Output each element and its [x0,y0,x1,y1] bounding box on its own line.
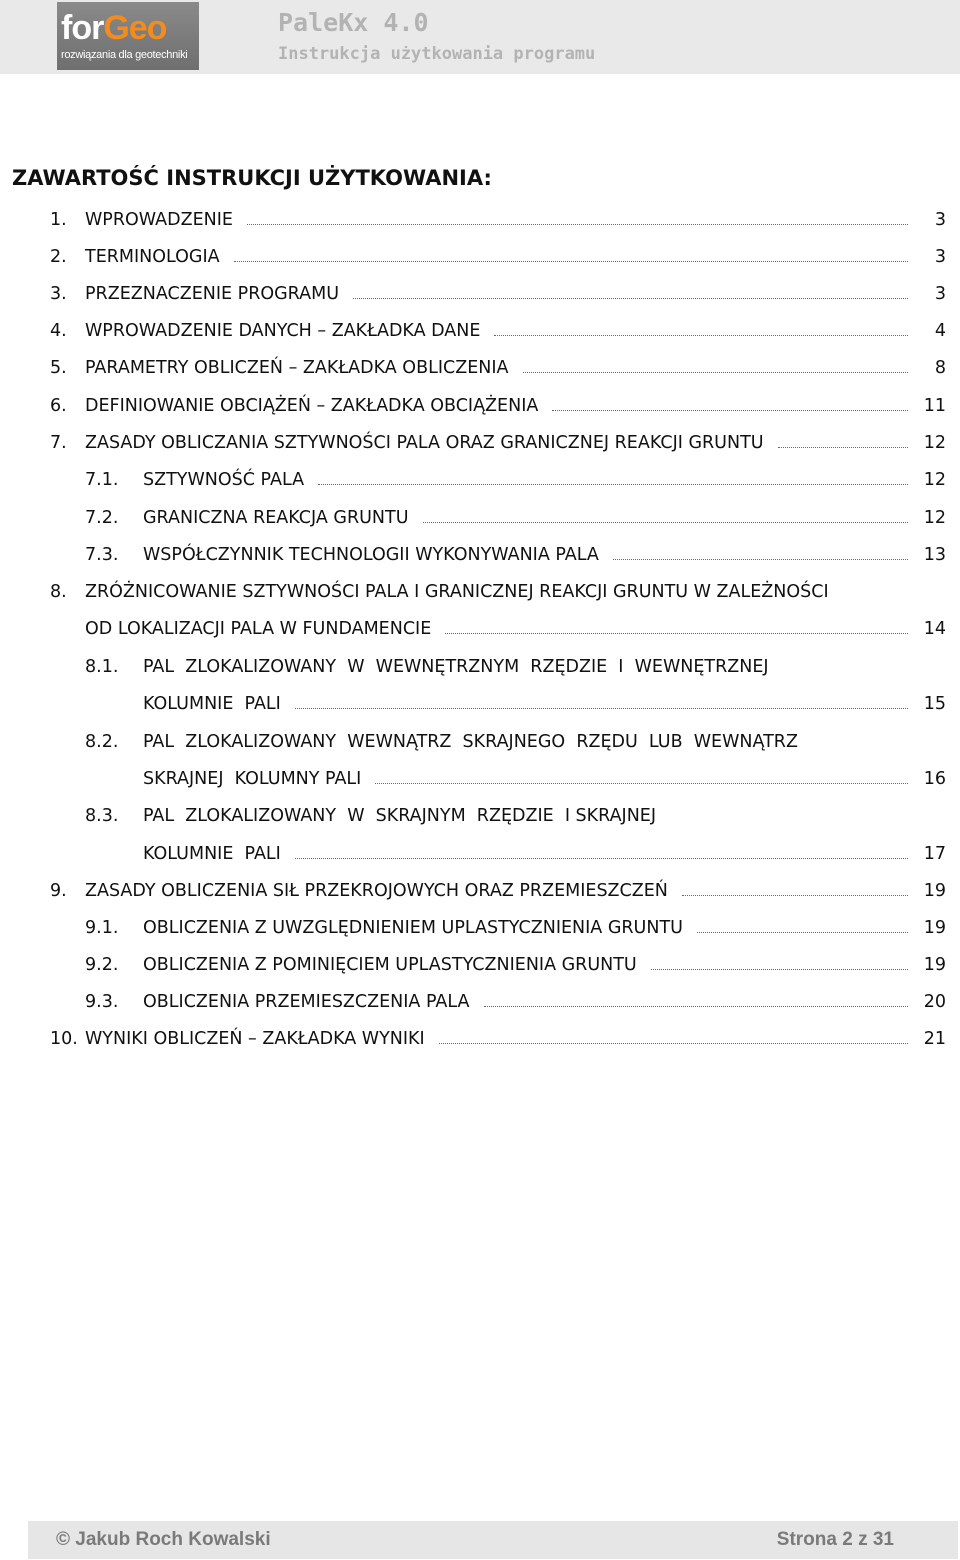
toc-entry-page: 15 [923,694,946,714]
toc-leader-dots [375,782,908,784]
page-footer [28,1521,958,1559]
toc-entry-page: 14 [923,619,946,639]
toc-entry-1 [50,205,946,235]
toc-entry-8-2-line2 [143,764,946,794]
footer-author: © Jakub Roch Kowalski [56,1529,271,1550]
toc-entry-number: 9.2. [85,955,119,975]
toc-leader-dots [247,223,908,225]
toc-entry-title: GRANICZNA REAKCJA GRUNTU [143,508,409,528]
toc-entry-6 [50,391,946,421]
toc-entry-8-3-line1 [85,801,656,831]
toc-entry-8-1-line2 [143,689,946,719]
toc-entry-title: PAL ZLOKALIZOWANY W WEWNĘTRZNYM RZĘDZIE I WEWNĘTRZNEJ [143,657,769,677]
toc-entry-4 [50,316,946,346]
toc-entry-number: 8. [50,582,67,602]
toc-entry-page: 4 [934,321,946,341]
toc-entry-title: PARAMETRY OBLICZEŃ – ZAKŁADKA OBLICZENIA [85,358,509,378]
toc-entry-7-2 [85,503,946,533]
toc-entry-page: 12 [923,508,946,528]
toc-entry-page: 16 [923,769,946,789]
toc-leader-dots [552,409,908,411]
page-header [0,0,960,74]
toc-leader-dots [697,931,908,933]
toc-entry-number: 5. [50,358,67,378]
toc-entry-page: 20 [923,992,946,1012]
toc-entry-title: WYNIKI OBLICZEŃ – ZAKŁADKA WYNIKI [85,1029,425,1049]
toc-leader-dots [613,558,908,560]
toc-entry-title: ZASADY OBLICZANIA SZTYWNOŚCI PALA ORAZ GRANICZNEJ REAKCJI GRUNTU [85,433,764,453]
toc-entry-2 [50,242,946,272]
toc-entry-number: 9. [50,881,67,901]
forgeo-logo [57,2,199,70]
footer-page-number: Strona 2 z 31 [776,1529,894,1550]
toc-leader-dots [295,707,908,709]
toc-entry-7-1 [85,465,946,495]
toc-entry-number: 7.2. [85,508,119,528]
toc-entry-page: 21 [923,1029,946,1049]
toc-leader-dots [484,1005,909,1007]
toc-entry-title: OBLICZENIA Z POMINIĘCIEM UPLASTYCZNIENIA GRUNTU [143,955,637,975]
toc-entry-8-line1 [50,577,829,607]
toc-leader-dots [423,521,909,523]
toc-entry-title: WSPÓŁCZYNNIK TECHNOLOGII WYKONYWANIA PALA [143,545,599,565]
toc-entry-8-2-line1 [85,727,798,757]
toc-entry-title: PAL ZLOKALIZOWANY W SKRAJNYM RZĘDZIE I SKRAJNEJ [143,806,657,826]
toc-entry-title-continuation: SKRAJNEJ KOLUMNY PALI [143,769,362,789]
toc-entry-title-continuation: KOLUMNIE PALI [143,694,281,714]
toc-entry-number: 7.1. [85,470,119,490]
toc-entry-8-3-line2 [143,839,946,869]
toc-entry-title: ZASADY OBLICZENIA SIŁ PRZEKROJOWYCH ORAZ PRZEMIESZCZEŃ [85,881,668,901]
toc-entry-number: 7.3. [85,545,119,565]
toc-entry-title: ZRÓŻNICOWANIE SZTYWNOŚCI PALA I GRANICZNEJ REAKCJI GRUNTU W ZALEŻNOŚCI [85,582,829,602]
toc-entry-title: OBLICZENIA PRZEMIESZCZENIA PALA [143,992,470,1012]
toc-entry-title: TERMINOLOGIA [85,247,220,267]
logo-part1: for [61,9,104,47]
toc-entry-number: 6. [50,396,67,416]
toc-entry-page: 13 [923,545,946,565]
toc-entry-9-1 [85,913,946,943]
toc-entry-number: 2. [50,247,67,267]
toc-leader-dots [523,371,909,373]
toc-entry-title: OBLICZENIA Z UWZGLĘDNIENIEM UPLASTYCZNIENIA GRUNTU [143,918,683,938]
toc-entry-number: 8.3. [85,806,119,826]
toc-entry-number: 3. [50,284,67,304]
toc-entry-page: 19 [923,918,946,938]
logo-tagline: rozwiązania dla geotechniki [61,49,188,61]
toc-leader-dots [439,1042,908,1044]
app-subtitle: Instrukcja użytkowania programu [278,44,596,64]
logo-wordmark [61,8,166,48]
toc-entry-3 [50,279,946,309]
toc-entry-7-3 [85,540,946,570]
app-title: PaleKx 4.0 [278,8,429,37]
toc-leader-dots [445,632,908,634]
toc-entry-9-3 [85,987,946,1017]
toc-entry-title: SZTYWNOŚĆ PALA [143,470,305,490]
toc-entry-number: 8.2. [85,732,119,752]
toc-entry-title-continuation: KOLUMNIE PALI [143,844,281,864]
toc-leader-dots [318,483,908,485]
toc-entry-number: 9.3. [85,992,119,1012]
toc-entry-page: 3 [934,284,946,304]
toc-entry-title: WPROWADZENIE DANYCH – ZAKŁADKA DANE [85,321,481,341]
toc-leader-dots [494,334,908,336]
toc-leader-dots [295,857,908,859]
logo-part2: Geo [103,9,167,47]
toc-entry-number: 1. [50,210,67,230]
toc-leader-dots [778,446,908,448]
toc-entry-title: PAL ZLOKALIZOWANY WEWNĄTRZ SKRAJNEGO RZĘDU LUB WEWNĄTRZ [143,732,798,752]
toc-entry-page: 17 [923,844,946,864]
toc-entry-number: 10. [50,1029,78,1049]
toc-entry-page: 19 [923,955,946,975]
toc-leader-dots [682,894,908,896]
toc-entry-page: 3 [934,247,946,267]
toc-entry-8-1-line1 [85,652,769,682]
toc-entry-9-2 [85,950,946,980]
toc-entry-number: 8.1. [85,657,119,677]
toc-heading: ZAWARTOŚĆ INSTRUKCJI UŻYTKOWANIA: [12,166,492,190]
toc-leader-dots [651,968,908,970]
toc-entry-title-continuation: OD LOKALIZACJI PALA W FUNDAMENCIE [85,619,432,639]
toc-entry-10 [50,1024,946,1054]
toc-leader-dots [234,260,908,262]
toc-entry-number: 4. [50,321,67,341]
toc-entry-number: 7. [50,433,67,453]
toc-entry-title: PRZEZNACZENIE PROGRAMU [85,284,340,304]
toc-entry-7 [50,428,946,458]
toc-entry-page: 19 [923,881,946,901]
toc-leader-dots [353,297,908,299]
toc-entry-title: WPROWADZENIE [85,210,233,230]
toc-entry-page: 12 [923,433,946,453]
toc-entry-page: 3 [934,210,946,230]
toc-entry-5 [50,353,946,383]
toc-entry-page: 12 [923,470,946,490]
toc-entry-number: 9.1. [85,918,119,938]
toc-entry-9 [50,876,946,906]
toc-entry-page: 11 [923,396,946,416]
toc-entry-8-line2 [85,614,946,644]
toc-entry-title: DEFINIOWANIE OBCIĄŻEŃ – ZAKŁADKA OBCIĄŻENIA [85,396,539,416]
toc-entry-page: 8 [934,358,946,378]
